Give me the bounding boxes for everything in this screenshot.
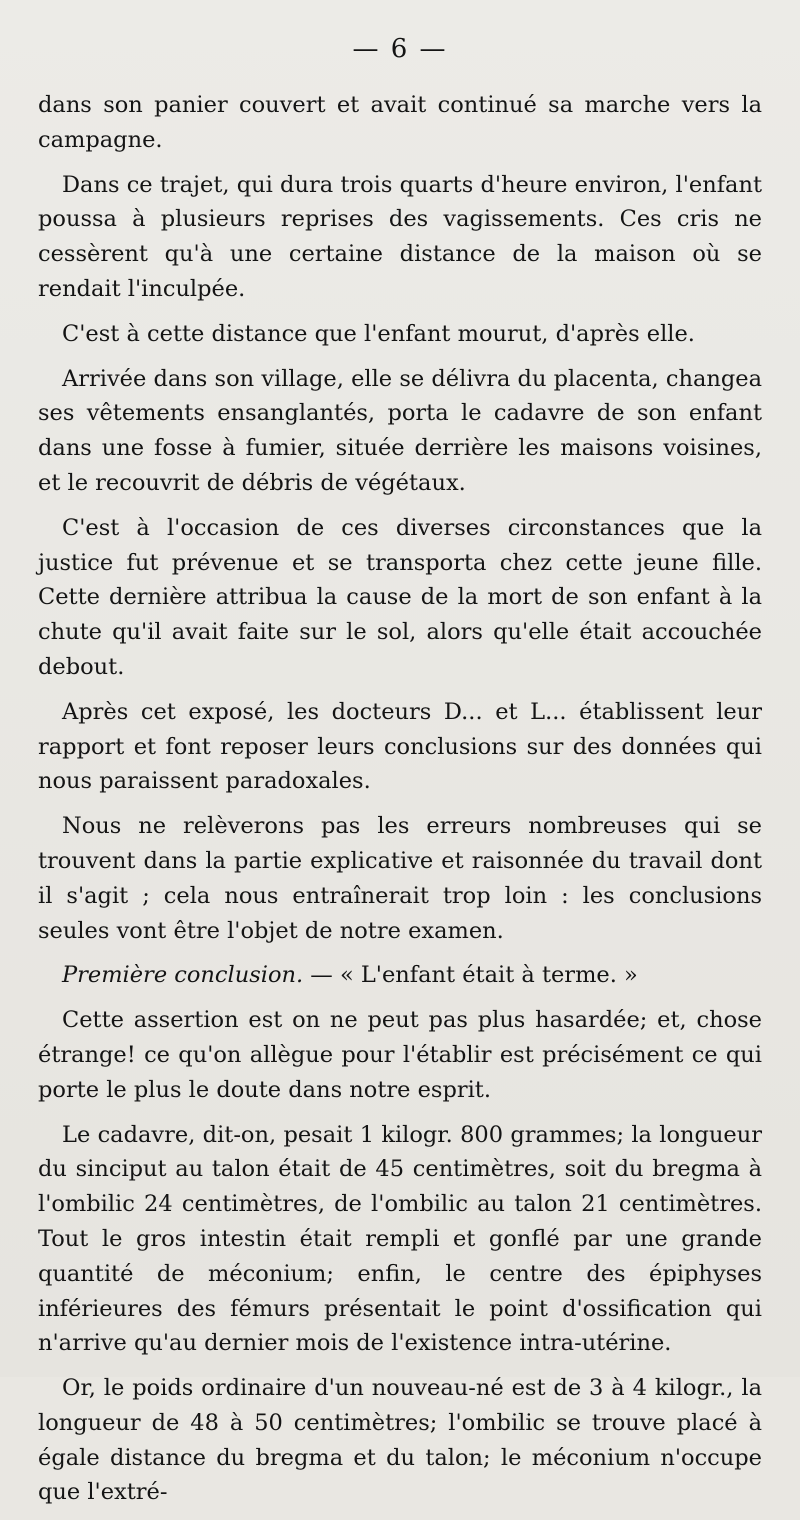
- paragraph: C'est à l'occasion de ces diverses circonstances que la justice fut prévenue et se transporta chez cette jeune fille. Cette dernière attribua la cause de la mort de son enfant à la chute qu'il avait faite sur le sol, alors qu'elle était accouchée debout.: [38, 514, 762, 680]
- page-number: — 6 —: [352, 34, 448, 64]
- paragraph: Dans ce trajet, qui dura trois quarts d'heure environ, l'enfant poussa à plusieurs reprises des vagissements. Ces cris ne cessèrent qu'à une certaine distance de la maison où se rendait l'inculpée.: [38, 171, 762, 302]
- paragraph: Arrivée dans son village, elle se délivra du placenta, changea ses vêtements ensanglantés, porta le cadavre de son enfant dans une fosse à fumier, située derrière les maisons voisines, et le recouvrit de débris de végétaux.: [38, 365, 762, 496]
- conclusion-text: — « L'enfant était à terme. »: [303, 962, 638, 989]
- paragraph: C'est à cette distance que l'enfant mourut, d'après elle.: [62, 320, 695, 347]
- conclusion-label: Première conclusion.: [62, 962, 304, 989]
- conclusion-heading: [38, 958, 762, 993]
- paragraph: Nous ne relèverons pas les erreurs nombreuses qui se trouvent dans la partie explicative et raisonnée du travail dont il s'agit ; cela nous entraînerait trop loin : les conclusions seules vont être l'objet de notre examen.: [38, 813, 762, 944]
- paragraph: Or, le poids ordinaire d'un nouveau-né est de 3 à 4 kilogr., la longueur de 48 à 50 centimètres; l'ombilic se trouve placé à égale distance du bregma et du talon; le méconium n'occupe que l'extré-: [38, 1375, 762, 1506]
- paragraph: Après cet exposé, les docteurs D... et L... établissent leur rapport et font reposer leurs conclusions sur des données qui nous paraissent paradoxales.: [38, 698, 762, 795]
- paragraph: Le cadavre, dit-on, pesait 1 kilogr. 800 grammes; la longueur du sinciput au talon était de 45 centimètres, soit du bregma à l'ombilic 24 centimètres, de l'ombilic au talon 21 centimètres. Tout le gros intestin était rempli et gonflé par une grande quantité de méconium; enfin, le centre des épiphyses inférieures des fémurs présentait le point d'ossification qui n'arrive qu'au dernier mois de l'existence intra-utérine.: [38, 1121, 762, 1357]
- paragraph: dans son panier couvert et avait continué sa marche vers la campagne.: [38, 92, 762, 153]
- paragraph: Cette assertion est on ne peut pas plus hasardée; et, chose étrange! ce qu'on allègue pour l'établir est précisément ce qui porte le plus le doute dans notre esprit.: [38, 1007, 762, 1103]
- body-text: [38, 88, 762, 1520]
